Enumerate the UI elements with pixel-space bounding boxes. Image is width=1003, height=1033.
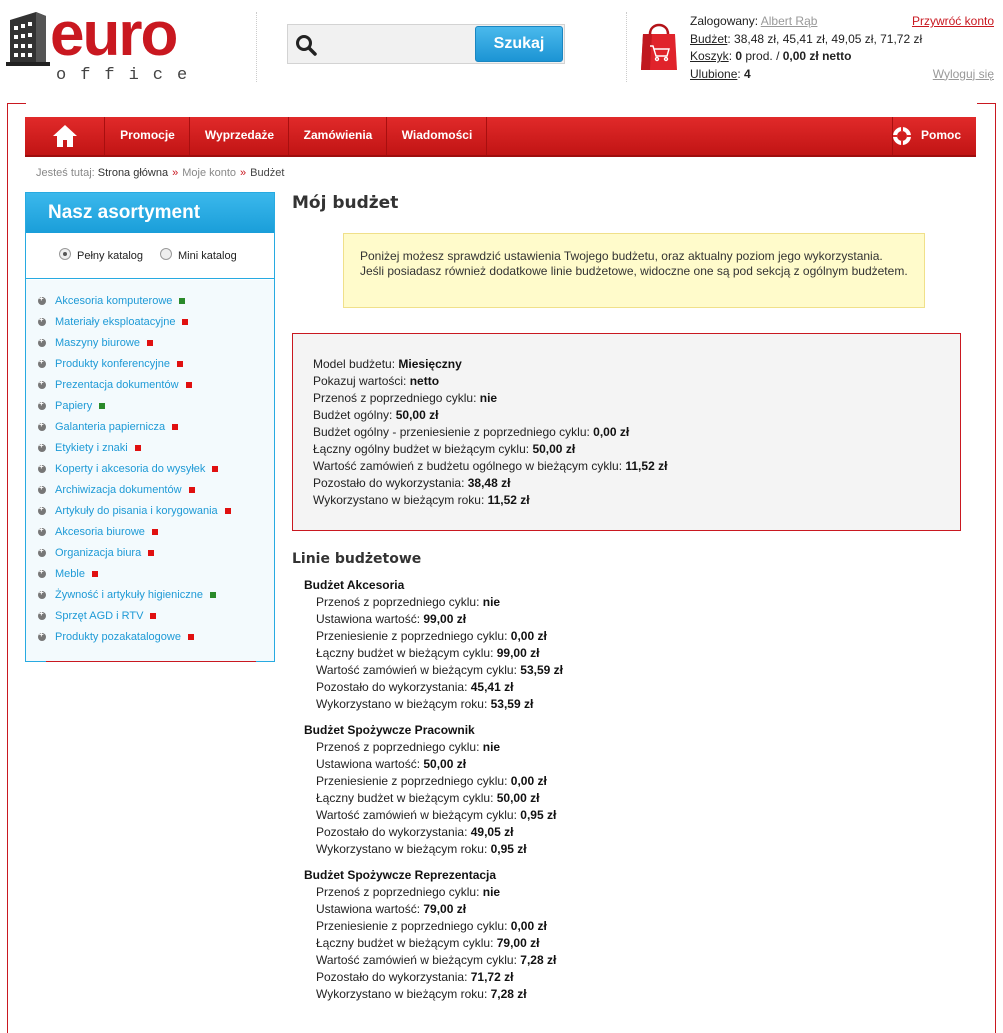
category-link[interactable] [38, 337, 153, 358]
summary-label: Model budżetu: [313, 357, 399, 371]
budget-line-value: nie [482, 740, 501, 754]
catalog-mode [26, 233, 274, 279]
budget-line-label: Przeniesienie z poprzedniego cyklu: [316, 629, 511, 643]
budget-line-value: 71,72 zł [470, 970, 514, 984]
summary-row [313, 458, 960, 475]
budget-line-label: Łączny budżet w bieżącym cyklu: [316, 936, 497, 950]
availability-flag-icon [210, 592, 216, 598]
budget-line-row [304, 645, 704, 662]
expand-icon [38, 423, 46, 431]
availability-flag-icon [186, 382, 192, 388]
restore-account-link[interactable]: Przywróć konto [911, 14, 994, 28]
budget-values: 38,48 zł, 45,41 zł, 49,05 zł, 71,72 zł [734, 31, 923, 46]
availability-flag-icon [150, 613, 156, 619]
availability-flag-icon [188, 634, 194, 640]
summary-row [313, 390, 960, 407]
budget-line-label: Przenoś z poprzedniego cyklu: [316, 595, 483, 609]
budget-line [304, 722, 704, 858]
budget-line-row [304, 739, 704, 756]
budget-line-row [304, 918, 704, 935]
availability-flag-icon [212, 466, 218, 472]
budget-line-row [304, 969, 704, 986]
mini-catalog-radio[interactable]: Mini katalog [160, 248, 237, 262]
category-link[interactable] [38, 295, 185, 316]
category-link[interactable] [38, 400, 105, 421]
budget-line-row [304, 807, 704, 824]
summary-value: 50,00 zł [532, 442, 576, 456]
category-link[interactable] [38, 379, 192, 400]
budget-line-value: 7,28 zł [520, 953, 557, 967]
search-input[interactable] [320, 27, 472, 61]
availability-flag-icon [147, 340, 153, 346]
category-list [26, 280, 274, 661]
full-catalog-radio[interactable]: Pełny katalog [59, 248, 143, 262]
summary-row [313, 492, 960, 509]
availability-flag-icon [189, 487, 195, 493]
expand-icon [38, 507, 46, 515]
budget-line-value: 50,00 zł [423, 757, 467, 771]
budget-line-label: Pozostało do wykorzystania: [316, 970, 471, 984]
budget-line-row [304, 696, 704, 713]
user-name-link[interactable]: Albert Rąb [760, 14, 818, 28]
budget-line-value: 79,00 zł [496, 936, 540, 950]
budget-lines-title: Linie budżetowe [292, 551, 422, 567]
budget-line-value: 7,28 zł [490, 987, 527, 1001]
nav-messages[interactable]: Wiadomości [388, 117, 487, 155]
availability-flag-icon [225, 508, 231, 514]
summary-label: Pozostało do wykorzystania: [313, 476, 468, 490]
budget-line-label: Wykorzystano w bieżącym roku: [316, 697, 491, 711]
summary-row [313, 407, 960, 424]
breadcrumb: Jesteś tutaj: Strona główna » Moje konto » Budżet [36, 167, 285, 179]
category-link[interactable] [38, 526, 158, 547]
budget-line-name: Budżet Spożywcze Pracownik [304, 723, 475, 737]
budget-line-value: nie [482, 885, 501, 899]
summary-value: nie [479, 391, 498, 405]
budget-line-row [304, 611, 704, 628]
category-link[interactable] [38, 610, 156, 631]
category-link[interactable] [38, 589, 216, 610]
category-link[interactable] [38, 442, 141, 463]
summary-label: Budżet ogólny: [313, 408, 396, 422]
budget-line [304, 867, 704, 1003]
category-label: Maszyny biurowe [55, 337, 140, 349]
category-link[interactable] [38, 358, 183, 379]
budget-line-value: 79,00 zł [423, 902, 467, 916]
budget-line-label: Wykorzystano w bieżącym roku: [316, 842, 491, 856]
expand-icon [38, 381, 46, 389]
budget-line [304, 577, 704, 713]
budget-line-label: Przeniesienie z poprzedniego cyklu: [316, 919, 511, 933]
budget-line-row [304, 824, 704, 841]
help-label: Pomoc [921, 128, 962, 142]
budget-line-label: Łączny budżet w bieżącym cyklu: [316, 791, 497, 805]
summary-value: 11,52 zł [625, 459, 668, 473]
summary-row [313, 475, 960, 492]
summary-row [313, 441, 960, 458]
summary-label: Pokazuj wartości: [313, 374, 410, 388]
availability-flag-icon [172, 424, 178, 430]
summary-value: 38,48 zł [467, 476, 511, 490]
availability-flag-icon [177, 361, 183, 367]
sidebar-title: Nasz asortyment [26, 193, 274, 233]
budget-line-row [304, 679, 704, 696]
nav-promotions[interactable]: Promocje [106, 117, 190, 155]
home-icon [52, 124, 78, 148]
expand-icon [38, 402, 46, 410]
cart-count: 0 [735, 49, 743, 63]
site-header [0, 0, 1003, 100]
search-icon [294, 33, 318, 57]
summary-row [313, 373, 960, 390]
favorites-count: 4 [744, 66, 751, 81]
budget-summary [292, 333, 961, 531]
shopping-bag-icon[interactable] [640, 16, 678, 72]
budget-line-row [304, 901, 704, 918]
nav-orders[interactable]: Zamówienia [290, 117, 387, 155]
budget-line-row [304, 662, 704, 679]
budget-line-value: 0,95 zł [520, 808, 557, 822]
account-panel: Zalogowany: Albert Rąb Przywróć konto Budżet: 38,48 zł, 45,41 zł, 49,05 zł, 71,72 zł Koszyk: 0 prod. / 0,00 zł netto Ulubione: 4 Wyloguj się [690, 13, 1000, 83]
summary-label: Łączny ogólny budżet w bieżącym cyklu: [313, 442, 533, 456]
category-label: Koperty i akcesoria do wysyłek [55, 463, 206, 475]
budget-line-row [304, 773, 704, 790]
page-title: Mój budżet [292, 193, 399, 213]
category-link[interactable] [38, 631, 194, 652]
budget-line-row [304, 986, 704, 1003]
category-label: Organizacja biura [55, 547, 142, 559]
main-nav [25, 117, 976, 157]
expand-icon [38, 444, 46, 452]
budget-line-label: Wykorzystano w bieżącym roku: [316, 987, 491, 1001]
cart-link[interactable]: Koszyk [690, 49, 729, 63]
expand-icon [38, 318, 46, 326]
nav-sales[interactable]: Wyprzedaże [191, 117, 289, 155]
budget-line-value: 0,95 zł [490, 842, 527, 856]
info-notice: Poniżej możesz sprawdzić ustawienia Twojego budżetu, oraz aktualny poziom jego wykorzystania. Jeśli posiadasz również dodatkowe linie budżetowe, widoczne one są pod sekcją z ogólnym budżetem. [343, 233, 925, 308]
expand-icon [38, 570, 46, 578]
breadcrumb-home[interactable]: Strona główna [97, 167, 169, 179]
availability-flag-icon [92, 571, 98, 577]
budget-line-name: Budżet Akcesoria [304, 578, 405, 592]
category-label: Papiery [55, 400, 93, 412]
category-label: Produkty konferencyjne [55, 358, 170, 370]
cart-value: 0,00 zł netto [782, 49, 852, 63]
category-link[interactable] [38, 316, 188, 337]
budget-line-value: nie [482, 595, 501, 609]
logged-in-label: Zalogowany: [690, 14, 759, 28]
availability-flag-icon [99, 403, 105, 409]
breadcrumb-current: Budżet [250, 167, 285, 179]
expand-icon [38, 339, 46, 347]
budget-line-row [304, 790, 704, 807]
budget-line-label: Przenoś z poprzedniego cyklu: [316, 885, 483, 899]
budget-line-name: Budżet Spożywcze Reprezentacja [304, 868, 497, 882]
budget-line-value: 53,59 zł [520, 663, 563, 677]
category-label: Akcesoria biurowe [55, 526, 145, 538]
category-link[interactable] [38, 547, 154, 568]
breadcrumb-account[interactable]: Moje konto [182, 167, 237, 179]
summary-label: Budżet ogólny - przeniesienie z poprzedniego cyklu: [313, 425, 594, 439]
expand-icon [38, 528, 46, 536]
budget-line-value: 53,59 zł [490, 697, 534, 711]
budget-line-label: Wartość zamówień w bieżącym cyklu: [316, 808, 521, 822]
budget-line-value: 45,41 zł [470, 680, 514, 694]
category-link[interactable] [38, 484, 195, 505]
availability-flag-icon [179, 298, 185, 304]
summary-value: 11,52 zł [487, 493, 530, 507]
search-button[interactable]: Szukaj [475, 26, 563, 62]
category-label: Sprzęt AGD i RTV [55, 610, 144, 622]
budget-line-value: 0,00 zł [510, 629, 547, 643]
logo-wordmark: euro [50, 0, 177, 69]
budget-line-label: Wartość zamówień w bieżącym cyklu: [316, 953, 521, 967]
expand-icon [38, 465, 46, 473]
summary-label: Przenoś z poprzedniego cyklu: [313, 391, 480, 405]
category-label: Archiwizacja dokumentów [55, 484, 182, 496]
budget-line-value: 0,00 zł [510, 919, 547, 933]
category-link[interactable] [38, 568, 98, 589]
budget-line-row [304, 884, 704, 901]
expand-icon [38, 633, 46, 641]
expand-icon [38, 612, 46, 620]
euro-office-logo[interactable] [6, 0, 221, 88]
budget-line-label: Wartość zamówień w bieżącym cyklu: [316, 663, 521, 677]
summary-row [313, 424, 960, 441]
budget-line-value: 49,05 zł [470, 825, 514, 839]
summary-value: 0,00 zł [593, 425, 630, 439]
category-label: Akcesoria komputerowe [55, 295, 173, 307]
category-label: Galanteria papiernicza [55, 421, 166, 433]
header-divider [626, 12, 627, 82]
logo-subtitle: office [56, 66, 202, 85]
expand-icon [38, 486, 46, 494]
search-form [287, 24, 565, 64]
category-label: Etykiety i znaki [55, 442, 128, 454]
cart-separator: prod. / [742, 49, 783, 63]
availability-flag-icon [152, 529, 158, 535]
budget-line-label: Pozostało do wykorzystania: [316, 825, 471, 839]
summary-label: Wykorzystano w bieżącym roku: [313, 493, 488, 507]
logout-link[interactable]: Wyloguj się [932, 66, 994, 81]
help-button[interactable] [892, 117, 976, 155]
summary-label: Wartość zamówień z budżetu ogólnego w bieżącym cyklu: [313, 459, 626, 473]
lifebuoy-icon [893, 127, 911, 145]
summary-row [313, 356, 960, 373]
summary-value: 50,00 zł [395, 408, 439, 422]
category-link[interactable] [38, 505, 231, 526]
availability-flag-icon [182, 319, 188, 325]
budget-line-label: Przeniesienie z poprzedniego cyklu: [316, 774, 511, 788]
expand-icon [38, 549, 46, 557]
category-sidebar [25, 192, 275, 662]
category-link[interactable] [38, 421, 178, 442]
expand-icon [38, 591, 46, 599]
budget-line-row [304, 841, 704, 858]
home-button[interactable] [25, 117, 105, 155]
budget-line-row [304, 756, 704, 773]
budget-link[interactable]: Budżet [690, 31, 728, 46]
budget-line-label: Ustawiona wartość: [316, 902, 424, 916]
budget-line-label: Pozostało do wykorzystania: [316, 680, 471, 694]
category-label: Prezentacja dokumentów [55, 379, 179, 391]
summary-value: Miesięczny [398, 357, 462, 371]
budget-line-row [304, 952, 704, 969]
budget-line-value: 50,00 zł [496, 791, 540, 805]
budget-line-label: Przenoś z poprzedniego cyklu: [316, 740, 483, 754]
favorites-link[interactable]: Ulubione [690, 66, 738, 81]
budget-line-row [304, 594, 704, 611]
category-label: Materiały eksploatacyjne [55, 316, 176, 328]
budget-line-label: Ustawiona wartość: [316, 612, 424, 626]
budget-line-label: Łączny budżet w bieżącym cyklu: [316, 646, 497, 660]
category-label: Żywność i artykuły higieniczne [55, 589, 203, 601]
expand-icon [38, 297, 46, 305]
availability-flag-icon [148, 550, 154, 556]
budget-line-row [304, 935, 704, 952]
summary-value: netto [409, 374, 440, 388]
availability-flag-icon [135, 445, 141, 451]
breadcrumb-prefix: Jesteś tutaj: [36, 167, 95, 179]
expand-icon [38, 360, 46, 368]
budget-line-value: 0,00 zł [510, 774, 547, 788]
header-divider [256, 12, 257, 82]
category-link[interactable] [38, 463, 218, 484]
budget-line-label: Ustawiona wartość: [316, 757, 424, 771]
budget-line-row [304, 628, 704, 645]
budget-line-value: 99,00 zł [496, 646, 540, 660]
building-logo-icon [6, 10, 50, 66]
category-label: Produkty pozakatalogowe [55, 631, 181, 643]
category-label: Artykuły do pisania i korygowania [55, 505, 218, 517]
category-label: Meble [55, 568, 85, 580]
budget-line-value: 99,00 zł [423, 612, 467, 626]
